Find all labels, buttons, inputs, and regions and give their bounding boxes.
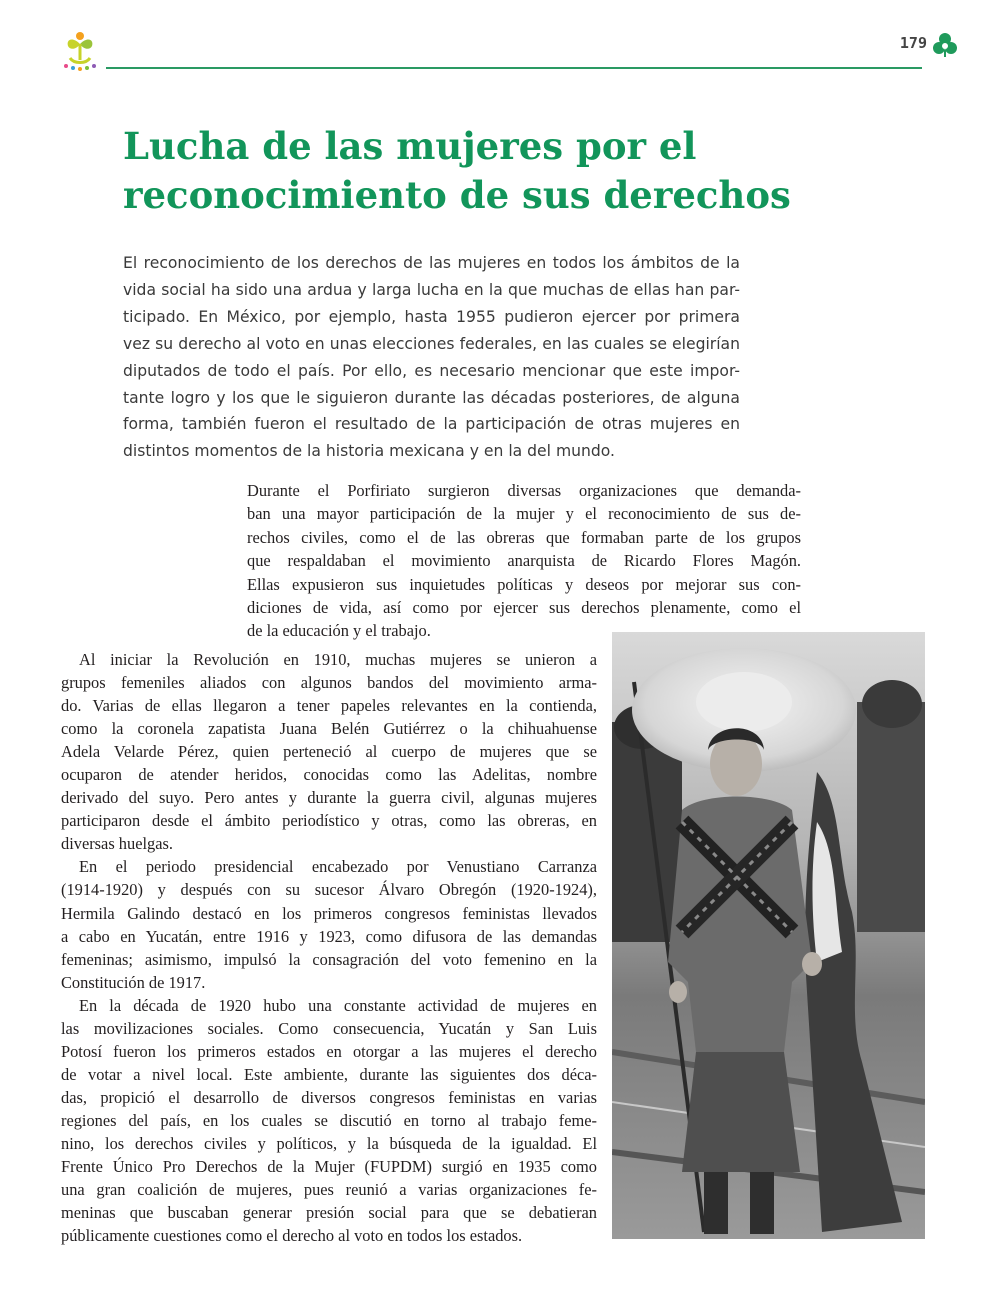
intro-line: diputados de todo el país. Por ello, es necesario mencionar que este impor- (123, 361, 740, 380)
page-number: 179 (899, 34, 927, 52)
soldadera-photo (612, 632, 925, 1239)
intro-paragraph (123, 250, 740, 465)
intro-line: vida social ha sido una ardua y larga lucha en la que muchas de ellas han par- (123, 280, 740, 299)
body-line: Potosí fueron los primeros estados en otorgar a las mujeres el derecho (61, 1041, 597, 1061)
quote-line: ban una mayor participación de la mujer y el reconocimiento de sus de- (247, 504, 801, 524)
quote-line: que respaldaban el movimiento anarquista de Ricardo Flores Magón. (247, 551, 801, 571)
quote-line: Ellas expusieron sus inquietudes políticas y deseos por mejorar sus con- (247, 574, 801, 594)
body-line: Adela Velarde Pérez, quien perteneció al cuerpo de mujeres que se (61, 742, 597, 762)
title-line: Lucha de las mujeres por el (123, 124, 697, 168)
body-line: Constitución de 1917. (61, 972, 206, 992)
body-line: En la década de 1920 hubo una constante actividad de mujeres en (79, 995, 597, 1015)
body-line: a cabo en Yucatán, entre 1916 y 1923, como difusora de las demandas (61, 926, 597, 946)
sprout-logo-icon (58, 30, 102, 72)
body-line: do. Varias de ellas llegaron a tener papeles relevantes en la contienda, (61, 696, 597, 716)
body-line: las movilizaciones sociales. Como consecuencia, Yucatán y San Luis (61, 1018, 597, 1038)
body-line: En el periodo presidencial encabezado por Venustiano Carranza (79, 857, 597, 877)
intro-line: vez su derecho al voto en unas elecciones federales, en las cuales se elegirían (123, 334, 740, 353)
quote-line: diciones de vida, así como por ejercer sus derechos plenamente, como el (247, 598, 801, 618)
title-line: reconocimiento de sus derechos (123, 173, 791, 217)
body-line: das, propició el desarrollo de diversos congresos feministas en varias (61, 1087, 597, 1107)
body-line: Frente Único Pro Derechos de la Mujer (FUPDM) surgió en 1935 como (61, 1157, 597, 1177)
body-line: una gran coalición de mujeres, pues reunió a varias organizaciones fe- (61, 1180, 597, 1200)
body-line: Al iniciar la Revolución en 1910, muchas mujeres se unieron a (79, 650, 597, 669)
body-line: (1914-1920) y después con su sucesor Álvaro Obregón (1920-1924), (61, 880, 597, 900)
body-line: participaron desde el ámbito periodístico y otras, como las obreras, en (61, 811, 597, 831)
body-column (61, 648, 597, 1247)
intro-line: El reconocimiento de los derechos de las mujeres en todos los ámbitos de la (123, 254, 740, 272)
body-line: nino, los derechos civiles y políticos, y la búsqueda de la igualdad. El (61, 1133, 597, 1153)
body-line: regiones del país, en los cuales se discutió en torno al trabajo feme- (61, 1110, 597, 1130)
intro-line: ticipado. En México, por ejemplo, hasta 1955 pudieron ejercer por primera (123, 307, 740, 326)
body-line: femeninas; asimismo, impulsó la consagración del voto femenino en la (61, 949, 597, 969)
intro-line: forma, también fueron el resultado de la participación de otras mujeres en (123, 415, 740, 434)
page-title (123, 122, 843, 220)
body-line: derivado del suyo. Pero antes y durante la guerra civil, algunas mujeres (61, 788, 597, 808)
clover-icon (932, 32, 958, 58)
body-line: grupos femeniles aliados con algunos bandos del movimiento arma- (61, 673, 597, 693)
body-line: de votar a nivel local. Este ambiente, durante las siguientes dos déca- (61, 1064, 597, 1084)
body-line: como la coronela zapatista Juana Belén Gutiérrez o la chihuahuense (61, 719, 597, 739)
body-line: públicamente cuestiones como el derecho al voto en todos los estados. (61, 1226, 523, 1246)
intro-line: distintos momentos de la historia mexicana y en la del mundo. (123, 442, 616, 461)
body-line: Hermila Galindo destacó en los primeros congresos feministas llevados (61, 903, 597, 923)
header-rule (106, 67, 922, 69)
body-line: meninas que buscaban generar presión social para que se debatieran (61, 1203, 597, 1223)
quote-line: rechos civiles, como el de las obreras que formaban parte de los grupos (247, 527, 801, 547)
porfiriato-paragraph (247, 479, 801, 643)
quote-line: Durante el Porfiriato surgieron diversas organizaciones que demanda- (247, 481, 801, 500)
intro-line: tante logro y los que le siguieron durante las décadas posteriores, de alguna (123, 388, 740, 407)
quote-line: de la educación y el trabajo. (247, 621, 431, 641)
body-line: ocuparon de atender heridos, conocidas como las Adelitas, nombre (61, 765, 597, 785)
body-line: diversas huelgas. (61, 834, 173, 854)
